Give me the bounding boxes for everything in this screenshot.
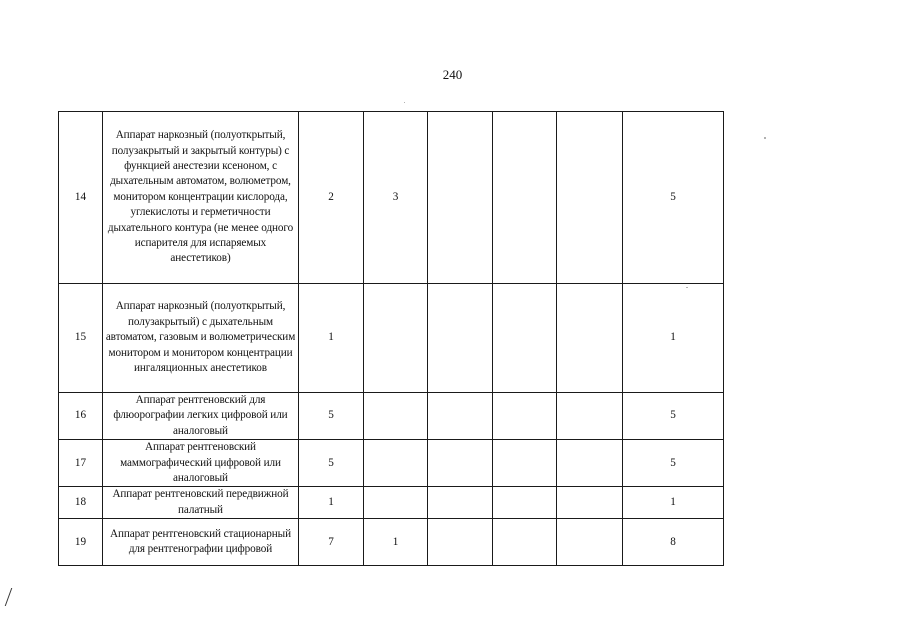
table-row bbox=[59, 440, 724, 487]
count-cell bbox=[493, 284, 557, 393]
equipment-name: Аппарат рентгеновский для флюорографии легких цифровой или аналоговый bbox=[103, 393, 299, 440]
count-cell bbox=[428, 519, 493, 566]
count-cell bbox=[364, 440, 428, 487]
total-cell: 1 bbox=[623, 284, 724, 393]
total-cell: 8 bbox=[623, 519, 724, 566]
count-cell: 1 bbox=[364, 519, 428, 566]
count-cell bbox=[493, 112, 557, 284]
count-cell: 5 bbox=[299, 393, 364, 440]
equipment-name: Аппарат рентгеновский маммографический цифровой или аналоговый bbox=[103, 440, 299, 487]
table-row bbox=[59, 284, 724, 393]
count-cell bbox=[364, 284, 428, 393]
count-cell: 2 bbox=[299, 112, 364, 284]
total-cell: 1 bbox=[623, 487, 724, 519]
count-cell bbox=[557, 519, 623, 566]
count-cell bbox=[557, 440, 623, 487]
table-row bbox=[59, 487, 724, 519]
count-cell bbox=[493, 393, 557, 440]
count-cell bbox=[364, 393, 428, 440]
equipment-name: Аппарат наркозный (полуоткрытый, полузакрытый) с дыхательным автоматом, газовым и волюметрическим монитором и монитором концентрации ингаляционных анестетиков bbox=[103, 284, 299, 393]
scan-speck bbox=[686, 287, 688, 288]
count-cell bbox=[557, 112, 623, 284]
total-cell: 5 bbox=[623, 440, 724, 487]
equipment-name: Аппарат рентгеновский стационарный для рентгенографии цифровой bbox=[103, 519, 299, 566]
page-number: 240 bbox=[442, 67, 463, 82]
margin-mark bbox=[5, 588, 15, 606]
equipment-table bbox=[58, 111, 724, 566]
count-cell bbox=[428, 487, 493, 519]
count-cell bbox=[557, 487, 623, 519]
count-cell bbox=[557, 393, 623, 440]
count-cell bbox=[428, 112, 493, 284]
table-row bbox=[59, 393, 724, 440]
count-cell bbox=[493, 487, 557, 519]
row-number: 18 bbox=[59, 487, 103, 519]
scan-speck bbox=[404, 102, 405, 103]
count-cell bbox=[364, 487, 428, 519]
scan-speck bbox=[764, 137, 766, 139]
total-cell: 5 bbox=[623, 112, 724, 284]
count-cell bbox=[428, 393, 493, 440]
row-number: 15 bbox=[59, 284, 103, 393]
count-cell bbox=[428, 284, 493, 393]
count-cell: 3 bbox=[364, 112, 428, 284]
count-cell bbox=[428, 440, 493, 487]
table-row bbox=[59, 112, 724, 284]
equipment-name: Аппарат наркозный (полуоткрытый, полузакрытый и закрытый контуры) с функцией анестезии ксеноном, с дыхательным автоматом, волюметром, монитором концентрации кислорода, углекислоты и герметичности дыхательного контура (не менее одного испарителя для испаряемых анестетиков) bbox=[103, 112, 299, 284]
count-cell: 1 bbox=[299, 284, 364, 393]
total-cell: 5 bbox=[623, 393, 724, 440]
equipment-name: Аппарат рентгеновский передвижной палатный bbox=[103, 487, 299, 519]
row-number: 19 bbox=[59, 519, 103, 566]
count-cell bbox=[493, 440, 557, 487]
row-number: 17 bbox=[59, 440, 103, 487]
count-cell bbox=[557, 284, 623, 393]
count-cell: 1 bbox=[299, 487, 364, 519]
table-row bbox=[59, 519, 724, 566]
row-number: 14 bbox=[59, 112, 103, 284]
count-cell bbox=[493, 519, 557, 566]
count-cell: 5 bbox=[299, 440, 364, 487]
count-cell: 7 bbox=[299, 519, 364, 566]
row-number: 16 bbox=[59, 393, 103, 440]
